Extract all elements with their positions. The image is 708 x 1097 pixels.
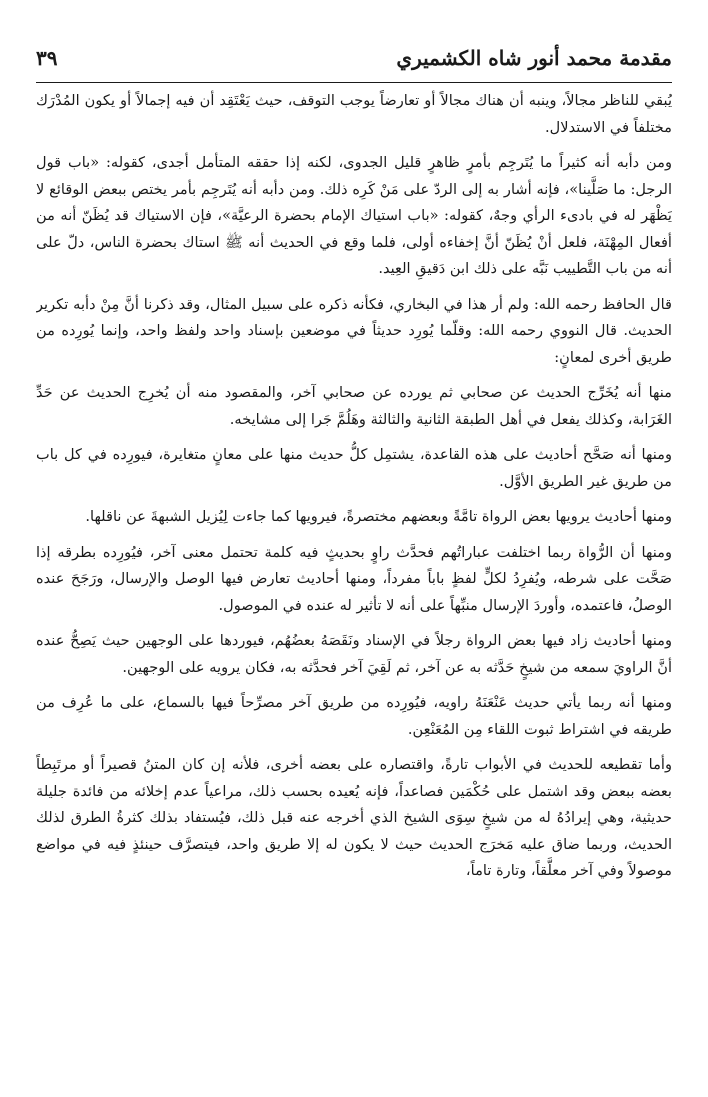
paragraph: ومنها أحاديث يرويها بعض الرواة تامَّةً وبعضهم مختصرةً، فيرويها كما جاءت لِيُزيل الشبهةَ عن ناقلها. — [85, 508, 672, 525]
paragraph: ومنها أحاديث زاد فيها بعض الرواة رجلاً في الإسناد ونَقَصَهُ بعضُهُم، فيوردها على الوجهين حيث يَصِحُّ عنده أنَّ الراويَ سمعه من شيخٍ حَدَّثه به عن آخر، ثم لَقِيَ آخر فحدَّثه به، فكان يرويه على الوجهين. — [36, 632, 672, 676]
paragraph: ومنها أن الرُّواة ربما اختلفت عباراتُهم فحدَّث راوٍ بحديثٍ فيه كلمة تحتمل معنى آخر، فيُورِده بطرقه إذا صَحَّت على شرطه، ويُفرِدُ لكلٍّ لفظٍ باباً مفرداً، ومنها أحاديث تعارض فيها الوصل والإرسال، ورَجَحَ عنده الوصلُ، فاعتمده، وأوردَ الإرسال منبِّهاً على أنه لا تأثير له عنده في الموصول. — [36, 543, 672, 614]
paragraph: ومنها أنه صَحَّح أحاديث على هذه القاعدة، يشتمِل كلُّ حديث منها على معانٍ متغايرة، فيورِده في كل باب من طريق غير الطريق الأوَّل. — [36, 446, 672, 490]
header-rule — [36, 82, 672, 83]
paragraph: قال الحافظ رحمه الله: ولم أر هذا في البخاري، فكأنه ذكره على سبيل المثال، وقد ذكرنا أنَّ مِنْ دأبه تكرير الحديث. قال النووي رحمه الله: وقلّما يُورِد حديثاً في موضعين بإسناد واحد ولفظ واحد، وإنما يُورِده من طريق أخرى لمعانٍ: — [36, 295, 672, 366]
page-number: ٣٩ — [36, 46, 58, 70]
paragraph: منها أنه يُخَرِّج الحديث عن صحابي ثم يورده عن صحابي آخر، والمقصود منه أن يُخرِج الحديث عن حَدِّ الغَرَابة، وكذلك يفعل في أهل الطبقة الثانية والثالثة وهَلُمَّ جَرا إلى مشايخه. — [36, 384, 672, 428]
paragraph: وأما تقطيعه للحديث في الأبواب تارةً، واقتصاره على بعضه أخرى، فلأنه إن كان المتنُ قصيراً أو مرتَبِطاً بعضه ببعض وقد اشتمل على حُكْمَين فصاعداً، فإنه يُعيده بحسب ذلك، مراعياً عدم إخلائه من فائدة جليلة حديثية، وهي إيرادُهُ له من شيخٍ سِوَى الشيخ الذي أخرجه عنه قبل ذلك، فيُستفاد بذلك كثرةُ الطرق لذلك الحديث، وربما ضاق عليه مَخرَج الحديث حيث لا يكون له إلا طريق واحد، فيتصرَّف حينئذٍ فيه في مواضع موصولاً وفي آخر معلَّقاً، وتارة تاماً، — [36, 756, 672, 879]
body-text — [36, 88, 672, 1089]
paragraph: يُبقي للناظر مجالاً، وينبه أن هناك مجالاً أو تعارضاً يوجب التوقف، حيث يَعْتَقِد أن فيه إجمالاً أو يكون المُدْرَك مختلفاً في الاستدلال. — [36, 92, 672, 136]
running-title: مقدمة محمد أنور شاه الكشميري — [396, 46, 672, 70]
page-header — [36, 38, 672, 78]
paragraph: ومن دأبه أنه كثيراً ما يُتَرجِم بأمرٍ ظاهرٍ قليل الجدوى، لكنه إذا حققه المتأمل أجدى، كقوله: «باب قول الرجل: ما صَلَّينا»، فإنه أشار به إلى الردّ على مَنْ كَرِه ذلك. ومن دأبه أنه يُتَرجِم بأمر يختص ببعض الوقائع لا يَظْهَر له في بادىء الرأي وجهٌ، كقوله: «باب استياك الإمام بحضرة الرعيَّة»، فإن الاستياك قد يُظَنّ أنه من أفعال المِهْنَة، فلعل أنْ يُظَنّ أنَّ إخفاءه أولى، فلما وقع في الحديث أنه ﷺ استاك بحضرة الناس، دلّ على أنه من باب التَّطييب نَبَّه على ذلك ابن دَقيقِ العِيد. — [36, 154, 672, 277]
paragraph: ومنها أنه ربما يأتي حديث عَنْعَنَهُ راويه، فيُورِده من طريق آخر مصرِّحاً فيها بالسماع، على ما عُرِف من طريقه في اشتراط ثبوت اللقاء مِن المُعَنْعِن. — [36, 694, 672, 738]
